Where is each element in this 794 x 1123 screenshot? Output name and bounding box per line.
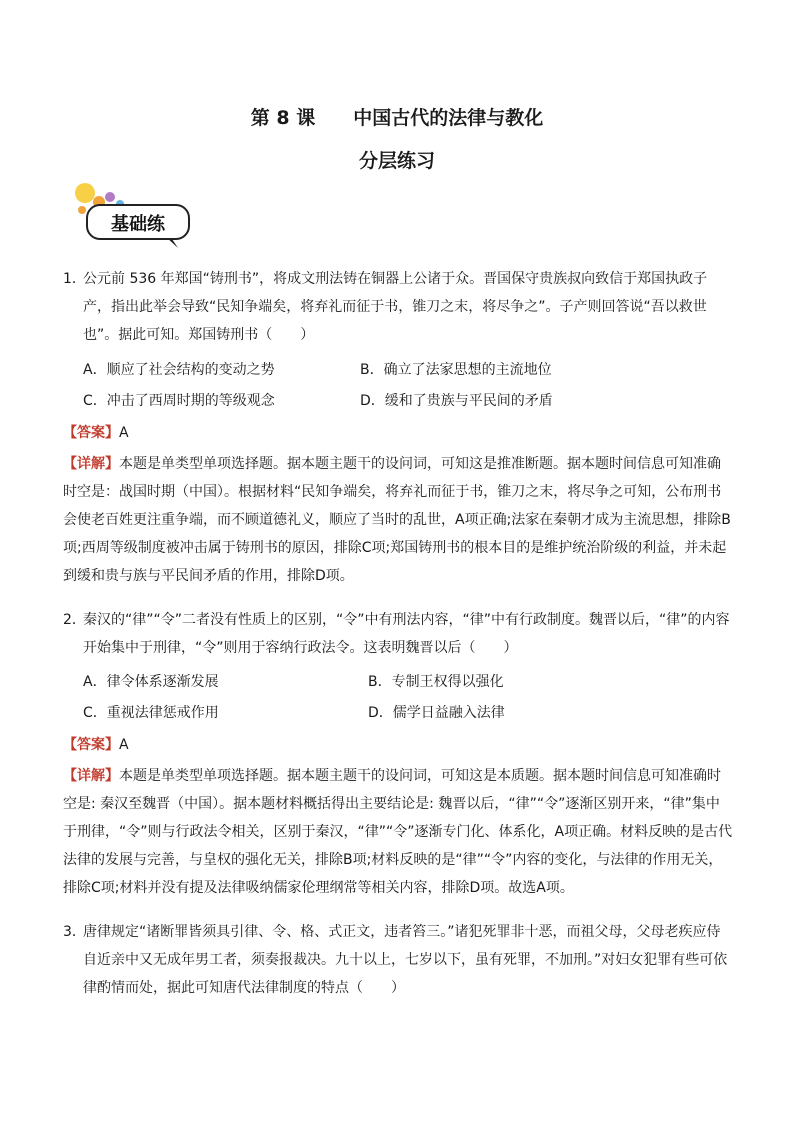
section-badge <box>74 182 192 256</box>
answer-tag: 【答案】 <box>63 737 119 753</box>
explanation-text: 本题是单类型单项选择题。据本题主题干的设问词，可知这是本质题。据本题时间信息可知准确时空是: 秦汉至魏晋（中国）。据本题材料概括得出主要结论是: 魏晋以后，“律”“令”逐渐区别开来，“律”集中于刑律，“令”则与行政法令相关，区别于秦汉，“律”“令”逐渐专门化、体系化，A项正确。材料反映的是古代法律的发展与完善，与皇权的强化无关，排除B项;材料反映的是“律”“令”内容的变化，与法律的作用无关，排除C项;材料并没有提及法律吸纳儒家伦理纲常等相关内容，排除D项。故选A项。 <box>63 768 733 896</box>
answer-line <box>63 419 733 447</box>
question-stem: 秦汉的“律”“令”二者没有性质上的区别，“令”中有刑法内容，“律”中有行政制度。魏晋以后，“律”的内容开始集中于刑律，“令”则用于容纳行政法令。这表明魏晋以后（ ） <box>83 612 730 656</box>
explanation <box>63 762 733 902</box>
question-2 <box>63 606 733 662</box>
option-b: B．专制王权得以强化 <box>368 674 504 690</box>
option-d: D．儒学日益融入法律 <box>368 705 505 721</box>
lesson-topic: 中国古代的法律与教化 <box>353 107 544 129</box>
option-b: B．确立了法家思想的主流地位 <box>360 362 552 378</box>
option-c: C．重视法律惩戒作用 <box>83 705 219 721</box>
answer-tag: 【答案】 <box>63 425 119 441</box>
question-number: 3． <box>63 924 86 940</box>
option-c: C．冲击了西周时期的等级观念 <box>83 393 275 409</box>
explanation-tag: 【详解】 <box>63 768 119 784</box>
lesson-number: 第 8 课 <box>250 107 316 129</box>
answer-value: A <box>119 425 129 441</box>
page-subtitle: 分层练习 <box>358 150 435 172</box>
option-d: D．缓和了贵族与平民间的矛盾 <box>360 393 553 409</box>
lesson-title <box>0 103 794 130</box>
explanation <box>63 450 733 590</box>
question-stem: 唐律规定“诸断罪皆须具引律、令、格、式正文，违者笞三。”诸犯死罪非十恶，而祖父母，父母老疾应侍自近亲中又无成年男工者，须奏报裁决。九十以上，七岁以下，虽有死罪，不加刑。”对妇女犯罪有些可依律酌情而处，据此可知唐代法律制度的特点（ ） <box>83 924 728 996</box>
question-number: 2． <box>63 612 86 628</box>
question-number: 1． <box>63 271 86 287</box>
option-a: A．律令体系逐渐发展 <box>83 674 219 690</box>
answer-line <box>63 731 733 759</box>
answer-value: A <box>119 737 129 753</box>
question-3 <box>63 918 733 1002</box>
option-a: A．顺应了社会结构的变动之势 <box>83 362 275 378</box>
badge-label: 基础练 <box>111 214 165 235</box>
explanation-tag: 【详解】 <box>63 456 119 472</box>
question-stem: 公元前 536 年郑国“铸刑书”，将成文刑法铸在铜器上公诸于众。晋国保守贵族叔向致信于郑国执政子产，指出此举会导致“民知争端矣，将弃礼而征于书，锥刀之末，将尽争之”。子产则回答说“吾以救世也”。据此可知。郑国铸刑书（ ） <box>83 271 708 343</box>
question-1 <box>63 265 733 349</box>
explanation-text: 本题是单类型单项选择题。据本题主题干的设问词，可知这是推准断题。据本题时间信息可知准确时空是：战国时期（中国）。根据材料“民知争端矣，将弃礼而征于书，锥刀之末，将尽争之可知，公布刑书会使老百姓更注重争端，而不顾道德礼义，顺应了当时的乱世，A项正确;法家在秦朝才成为主流思想，排除B项;西周等级制度被冲击属于铸刑书的原因，排除C项;郑国铸刑书的根本目的是维护统治阶级的利益，并未起到缓和贵与族与平民间矛盾的作用，排除D项。 <box>63 456 731 584</box>
